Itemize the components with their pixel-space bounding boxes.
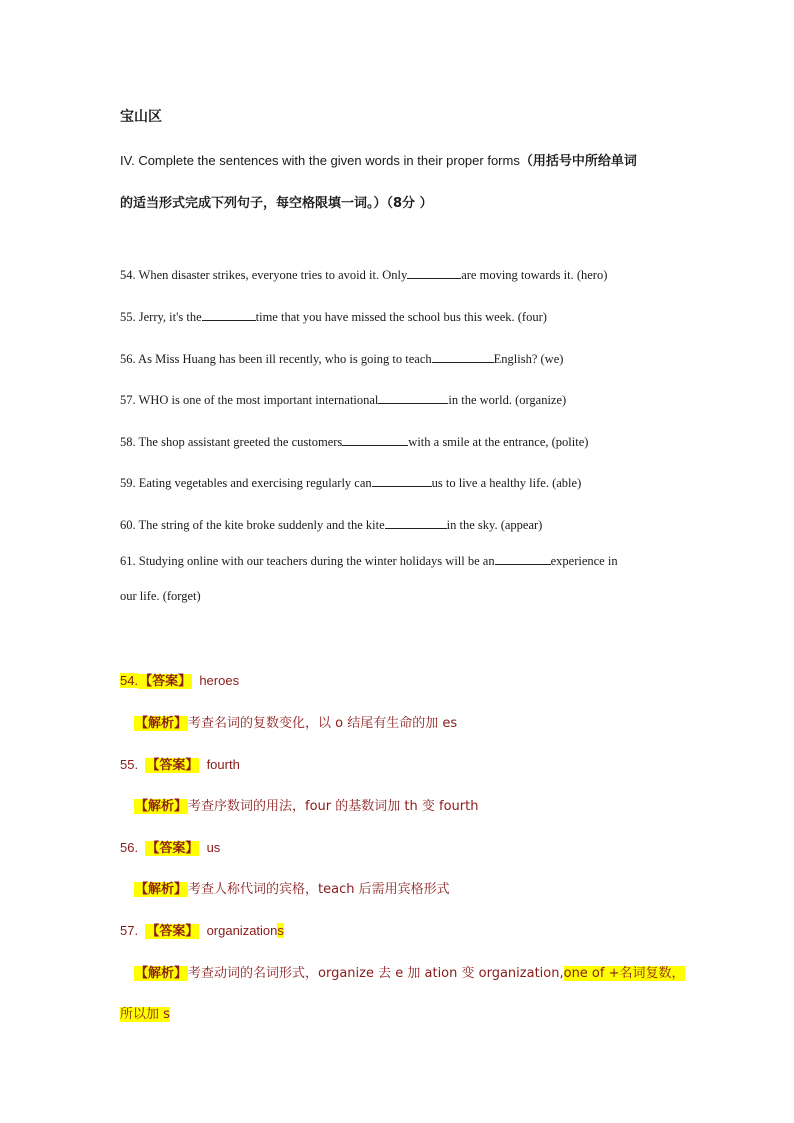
analysis-tag: 【解析】 xyxy=(135,966,188,981)
answer-suffix: s xyxy=(277,923,284,938)
question-text: in the world. (organize) xyxy=(448,393,567,407)
analysis-text: 考查名词的复数变化，以 o 结尾有生命的加 es xyxy=(188,716,458,731)
analysis-57 xyxy=(134,962,685,981)
question-55 xyxy=(120,308,547,325)
answer-blank xyxy=(202,308,256,321)
question-text: us to live a healthy life. (able) xyxy=(431,476,582,490)
answer-tag: 【答案】 xyxy=(146,841,199,856)
question-text: 58. The shop assistant greeted the customers xyxy=(120,435,343,449)
answer-blank xyxy=(342,433,408,446)
answer-blank xyxy=(432,350,494,363)
instruction-line-2 xyxy=(120,192,433,211)
question-60 xyxy=(120,516,542,533)
answer-tag: 【答案】 xyxy=(146,758,199,773)
analysis-text: 考查序数词的用法，four 的基数词加 th 变 fourth xyxy=(188,799,479,814)
answer-number: 55. xyxy=(120,757,139,772)
region-title: 宝山区 xyxy=(120,109,162,125)
instruction-cn-1: （用括号中所给单词 xyxy=(519,154,637,169)
analysis-text: 考查人称代词的宾格，teach 后需用宾格形式 xyxy=(188,882,450,897)
answer-blank xyxy=(407,266,461,279)
answer-tag: 【答案】 xyxy=(139,674,192,689)
instruction-line-1 xyxy=(120,150,637,169)
answer-value: us xyxy=(206,840,221,855)
question-59 xyxy=(120,474,581,491)
answer-blank xyxy=(495,552,551,565)
analysis-57-line-2 xyxy=(120,1003,170,1022)
answer-value: organization xyxy=(206,923,278,938)
question-text: experience in xyxy=(550,554,618,568)
question-text: are moving towards it. (hero) xyxy=(461,268,608,282)
question-text: 54. When disaster strikes, everyone tries to avoid it. Only xyxy=(120,268,408,282)
answer-55 xyxy=(120,754,240,773)
analysis-text: 所以加 s xyxy=(120,1007,170,1022)
instruction-cn-2: 的适当形式完成下列句子，每空格限填一词。）（8分 ） xyxy=(120,196,433,211)
answer-57 xyxy=(120,920,284,939)
answer-blank xyxy=(378,391,448,404)
question-61 xyxy=(120,552,618,569)
analysis-tag: 【解析】 xyxy=(135,882,188,897)
analysis-tag: 【解析】 xyxy=(135,799,188,814)
question-text: 59. Eating vegetables and exercising regularly can xyxy=(120,476,372,490)
question-54 xyxy=(120,266,607,283)
answer-value: heroes xyxy=(199,673,240,688)
analysis-text: 考查动词的名词形式，organize 去 e 加 ation 变 organization, xyxy=(188,966,564,981)
question-text: 57. WHO is one of the most important international xyxy=(120,393,379,407)
answer-blank xyxy=(372,474,432,487)
analysis-highlight: one of +名词复数， xyxy=(563,966,685,981)
analysis-54 xyxy=(134,712,457,731)
analysis-56 xyxy=(134,878,450,897)
question-text: 55. Jerry, it's the xyxy=(120,310,202,324)
question-text: 56. As Miss Huang has been ill recently, who is going to teach xyxy=(120,352,432,366)
question-text: with a smile at the entrance, (polite) xyxy=(408,435,589,449)
answer-number: 56. xyxy=(120,840,139,855)
answer-56 xyxy=(120,837,220,856)
question-57 xyxy=(120,391,566,408)
analysis-55 xyxy=(134,795,478,814)
answer-tag: 【答案】 xyxy=(146,924,199,939)
question-61-line-2: our life. (forget) xyxy=(120,589,201,603)
answer-blank xyxy=(385,516,447,529)
answer-number: 57. xyxy=(120,923,139,938)
analysis-tag: 【解析】 xyxy=(135,716,188,731)
question-text: in the sky. (appear) xyxy=(446,518,543,532)
question-text: time that you have missed the school bus this week. (four) xyxy=(255,310,547,324)
question-text: 61. Studying online with our teachers during the winter holidays will be an xyxy=(120,554,495,568)
question-text: 60. The string of the kite broke suddenly and the kite xyxy=(120,518,385,532)
answer-value: fourth xyxy=(206,757,240,772)
question-56 xyxy=(120,350,563,367)
answer-54 xyxy=(120,670,239,689)
instruction-en: IV. Complete the sentences with the given words in their proper forms xyxy=(120,153,520,168)
question-text: English? (we) xyxy=(493,352,564,366)
question-58 xyxy=(120,433,588,450)
answer-number: 54. xyxy=(120,673,139,688)
